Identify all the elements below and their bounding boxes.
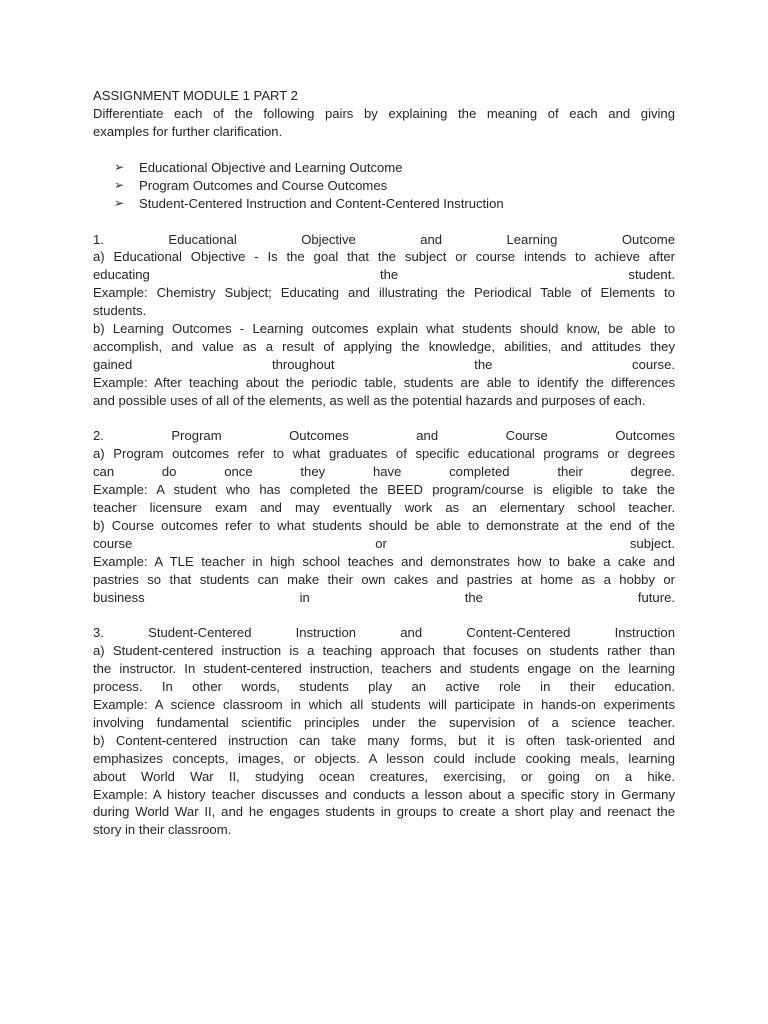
paragraph-line: involving fundamental scientific principles under the supervision of a science teacher.: [93, 714, 675, 730]
paragraph-line: emphasizes concepts, images, or objects. A lesson could include cooking meals, learning: [93, 750, 675, 766]
paragraph-line: educating the student.: [93, 267, 675, 283]
paragraph-line: during World War II, and he engages students in groups to create a short play and reenact the: [93, 804, 675, 820]
arrowhead-bullet-icon: ➢: [114, 177, 125, 192]
pairs-list-item-label: Educational Objective and Learning Outcome: [139, 159, 403, 175]
spacer: [93, 410, 675, 428]
section-heading: 1. Educational Objective and Learning Outcome: [93, 231, 675, 247]
paragraph-line: about World War II, studying ocean creatures, exercising, or going on a hike.: [93, 768, 675, 784]
arrowhead-bullet-icon: ➢: [114, 159, 125, 174]
paragraph-line: Example: A TLE teacher in high school teaches and demonstrates how to bake a cake and: [93, 553, 675, 569]
paragraph-line: teacher licensure exam and may eventually work as an elementary school teacher.: [93, 500, 675, 516]
paragraph-line: gained throughout the course.: [93, 356, 675, 372]
section-student-centered-instruction: [93, 624, 675, 839]
pairs-list-item: [93, 159, 675, 177]
instructions-line: examples for further clarification.: [93, 123, 283, 139]
paragraph-line: a) Educational Objective - Is the goal that the subject or course intends to achieve after: [93, 249, 675, 265]
paragraph-line: students.: [93, 303, 147, 319]
arrowhead-bullet-icon: ➢: [114, 195, 125, 210]
pairs-list-item: [93, 195, 675, 213]
instructions-line: Differentiate each of the following pairs by explaining the meaning of each and giving: [93, 105, 675, 121]
section-program-outcomes: [93, 427, 675, 606]
section-heading: 2. Program Outcomes and Course Outcomes: [93, 428, 675, 444]
paragraph-line: the instructor. In student-centered instruction, teachers and students engage on the learning: [93, 661, 675, 677]
paragraph-line: course or subject.: [93, 535, 675, 551]
paragraph-line: Example: Chemistry Subject; Educating and illustrating the Periodical Table of Elements to: [93, 285, 675, 301]
paragraph-line: Example: A science classroom in which all students will participate in hands-on experiments: [93, 697, 675, 713]
paragraph-line: a) Student-centered instruction is a teaching approach that focuses on students rather than: [93, 643, 675, 659]
spacer: [93, 607, 675, 625]
paragraph-line: business in the future.: [93, 589, 675, 605]
document-body: [93, 87, 675, 839]
paragraph-line: Example: A history teacher discusses and conducts a lesson about a specific story in Germany: [93, 786, 675, 802]
section-educational-objective: [93, 231, 675, 410]
pairs-list-item-label: Program Outcomes and Course Outcomes: [139, 177, 388, 193]
paragraph-line: accomplish, and value as a result of applying the knowledge, abilities, and attitudes they: [93, 338, 675, 354]
paragraph-line: a) Program outcomes refer to what graduates of specific educational programs or degrees: [93, 446, 675, 462]
paragraph-line: and possible uses of all of the elements, as well as the potential hazards and purposes of each.: [93, 392, 646, 408]
pairs-list: [93, 159, 675, 213]
paragraph-line: b) Learning Outcomes - Learning outcomes explain what students should know, be able to: [93, 321, 675, 337]
paragraph-line: Example: A student who has completed the BEED program/course is eligible to take the: [93, 482, 675, 498]
section-heading: 3. Student-Centered Instruction and Content-Centered Instruction: [93, 625, 675, 641]
paragraph-line: can do once they have completed their degree.: [93, 464, 675, 480]
assignment-title: ASSIGNMENT MODULE 1 PART 2: [93, 88, 298, 103]
pairs-list-item-label: Student-Centered Instruction and Content-Centered Instruction: [139, 195, 504, 211]
paragraph-line: story in their classroom.: [93, 822, 232, 838]
spacer: [93, 213, 675, 231]
paragraph-line: b) Content-centered instruction can take many forms, but it is often task-oriented and: [93, 732, 675, 748]
pairs-list-item: [93, 177, 675, 195]
paragraph-line: process. In other words, students play an active role in their education.: [93, 679, 675, 695]
paragraph-line: pastries so that students can make their own cakes and pastries at home as a hobby or: [93, 571, 675, 587]
spacer: [93, 141, 675, 159]
paragraph-line: Example: After teaching about the periodic table, students are able to identify the differences: [93, 374, 675, 390]
paragraph-line: b) Course outcomes refer to what students should be able to demonstrate at the end of the: [93, 517, 675, 533]
